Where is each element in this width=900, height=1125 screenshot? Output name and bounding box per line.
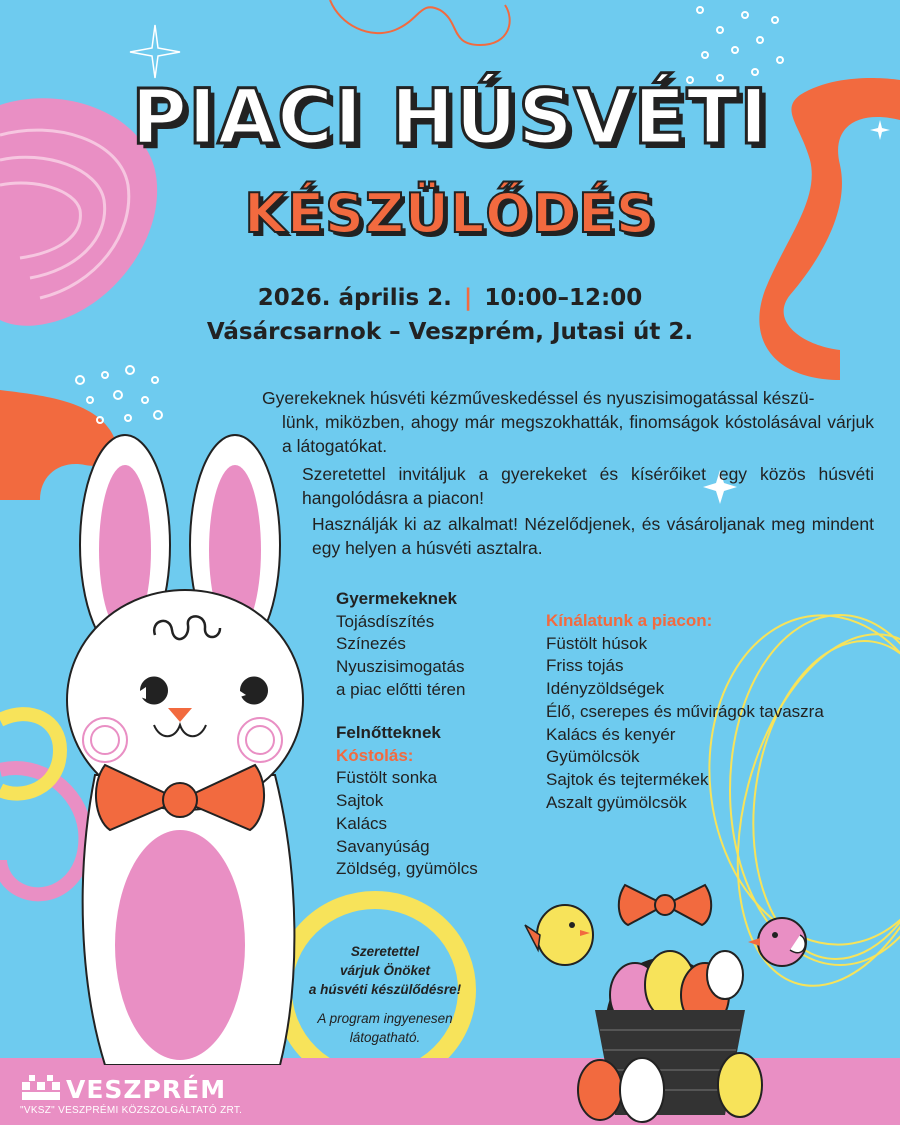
intro-paragraph-1 [262, 386, 874, 458]
intro-p1-line1: Gyerekeknek húsvéti kézműveskedéssel és nyuszisimogatással készü- [262, 388, 815, 408]
logo-name: VESZPRÉM [66, 1075, 227, 1104]
closing-line-2: várjuk Önöket [339, 963, 431, 978]
list-item: Kalács [336, 813, 388, 833]
market-heading: Kínálatunk a piacon: [546, 611, 713, 630]
list-item: Füstölt húsok [546, 633, 648, 653]
list-item: Sajtok és tejtermékek [546, 769, 709, 789]
adults-subheading: Kóstolás: [336, 745, 414, 765]
event-separator: | [463, 285, 473, 311]
intro-paragraph-2: Szeretettel invitáljuk a gyerekeket és kísérőiket egy közös húsvéti hangolódásra a piacon! [302, 464, 874, 508]
event-time: 10:00–12:00 [484, 285, 643, 311]
list-item: Füstölt sonka [336, 768, 438, 788]
event-date: 2026. április 2. [257, 285, 452, 311]
list-item: Savanyúság [336, 836, 430, 856]
list-item: Élő, cserepes és művirágok tavaszra [546, 701, 824, 721]
list-item: Tojásdíszítés [336, 611, 435, 631]
egg-basket-illustration [520, 880, 820, 1125]
list-item: a piac előtti téren [336, 679, 466, 699]
logo-subtitle: "VKSZ" VESZPRÉMI KÖZSZOLGÁLTATÓ ZRT. [20, 1105, 243, 1116]
crown-logo-icon [20, 1074, 62, 1102]
closing-note-2: látogatható. [349, 1030, 421, 1045]
adults-heading: Felnőtteknek [336, 723, 441, 742]
bird-icon [748, 918, 806, 966]
list-item: Nyuszisimogatás [336, 657, 465, 677]
closing-line-1: Szeretettel [350, 944, 420, 959]
closing-message [300, 942, 470, 1047]
event-location: Vásárcsarnok – Veszprém, Jutasi út 2. [206, 319, 694, 345]
intro-p1-rest: lünk, miközben, ahogy már megszokhatták, finomságok kóstolásával várjuk a látogatókat. [282, 412, 874, 456]
children-heading: Gyermekeknek [336, 589, 457, 608]
list-item: Gyümölcsök [546, 747, 640, 767]
title-line-2: KÉSZÜLŐDÉS [244, 182, 656, 245]
list-item: Színezés [336, 634, 406, 654]
market-section [546, 610, 876, 814]
sparkle-icon [130, 25, 180, 78]
list-item: Sajtok [336, 791, 384, 811]
list-item: Idényzöldségek [546, 679, 665, 699]
event-datetime [0, 285, 900, 311]
closing-note-1: A program ingyenesen [317, 1011, 453, 1026]
children-section [336, 588, 536, 702]
chick-icon [525, 905, 593, 965]
title-line-1: PIACI HÚSVÉTI [131, 72, 769, 161]
list-item: Zöldség, gyümölcs [336, 859, 478, 879]
orange-scribble [330, 0, 510, 45]
closing-line-3: a húsvéti készülődésre! [308, 982, 462, 997]
adults-section [336, 722, 536, 881]
intro-paragraph-3: Használják ki az alkalmat! Nézelődjenek, és vásároljanak meg mindent egy helyen a húsvéti asztalra. [312, 514, 874, 558]
list-item: Aszalt gyümölcsök [546, 792, 687, 812]
list-item: Friss tojás [546, 656, 624, 676]
bunny-illustration [50, 425, 310, 1065]
list-item: Kalács és kenyér [546, 724, 676, 744]
